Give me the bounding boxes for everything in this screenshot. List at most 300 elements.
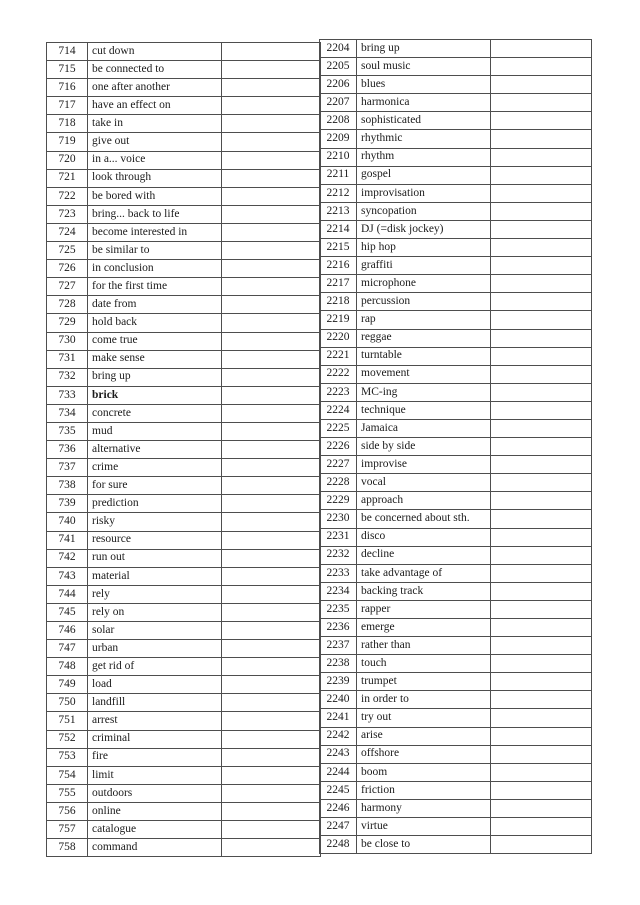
entry-answer-blank — [222, 802, 321, 820]
entry-answer-blank — [222, 332, 321, 350]
entry-number: 2214 — [320, 220, 357, 238]
entry-number: 727 — [47, 278, 88, 296]
entry-number: 2234 — [320, 582, 357, 600]
entry-term: boom — [357, 763, 491, 781]
table-row — [320, 709, 592, 727]
entry-answer-blank — [222, 712, 321, 730]
entry-answer-blank — [491, 239, 592, 257]
table-row — [47, 314, 321, 332]
table-row — [47, 422, 321, 440]
entry-number: 756 — [47, 802, 88, 820]
entry-answer-blank — [222, 260, 321, 278]
entry-answer-blank — [222, 495, 321, 513]
entry-answer-blank — [222, 585, 321, 603]
entry-term: command — [88, 839, 222, 857]
entry-term: movement — [357, 365, 491, 383]
table-row — [47, 404, 321, 422]
entry-answer-blank — [491, 184, 592, 202]
entry-term: rely — [88, 585, 222, 603]
entry-answer-blank — [222, 115, 321, 133]
entry-number: 738 — [47, 477, 88, 495]
vocab-table-left — [46, 42, 321, 857]
entry-number: 715 — [47, 61, 88, 79]
entry-term: harmony — [357, 799, 491, 817]
entry-number: 725 — [47, 242, 88, 260]
entry-term: trumpet — [357, 673, 491, 691]
table-row — [47, 223, 321, 241]
table-row — [47, 784, 321, 802]
entry-term: bring up — [357, 40, 491, 58]
entry-answer-blank — [491, 637, 592, 655]
entry-number: 2212 — [320, 184, 357, 202]
entry-number: 2215 — [320, 239, 357, 257]
entry-answer-blank — [222, 187, 321, 205]
entry-number: 2240 — [320, 691, 357, 709]
entry-term: syncopation — [357, 202, 491, 220]
table-row — [320, 836, 592, 854]
entry-number: 2207 — [320, 94, 357, 112]
entry-answer-blank — [491, 727, 592, 745]
table-row — [320, 347, 592, 365]
entry-term: get rid of — [88, 658, 222, 676]
entry-number: 2205 — [320, 58, 357, 76]
entry-term: disco — [357, 528, 491, 546]
entry-term: come true — [88, 332, 222, 350]
table-row — [47, 549, 321, 567]
entry-answer-blank — [222, 242, 321, 260]
entry-term: be close to — [357, 836, 491, 854]
entry-answer-blank — [222, 205, 321, 223]
entry-term: side by side — [357, 438, 491, 456]
entry-answer-blank — [491, 40, 592, 58]
entry-answer-blank — [222, 748, 321, 766]
table-row — [320, 727, 592, 745]
entry-number: 2226 — [320, 438, 357, 456]
table-row — [320, 745, 592, 763]
entry-term: rhythm — [357, 148, 491, 166]
table-row — [47, 43, 321, 61]
entry-term: look through — [88, 169, 222, 187]
entry-term: be similar to — [88, 242, 222, 260]
entry-answer-blank — [222, 821, 321, 839]
entry-answer-blank — [222, 133, 321, 151]
entry-term: catalogue — [88, 821, 222, 839]
entry-answer-blank — [222, 441, 321, 459]
table-row — [47, 115, 321, 133]
entry-term: improvise — [357, 456, 491, 474]
entry-answer-blank — [491, 148, 592, 166]
table-row — [320, 202, 592, 220]
entry-term: try out — [357, 709, 491, 727]
entry-answer-blank — [491, 58, 592, 76]
table-row — [47, 441, 321, 459]
entry-answer-blank — [491, 799, 592, 817]
entry-number: 724 — [47, 223, 88, 241]
table-row — [320, 438, 592, 456]
entry-term: friction — [357, 781, 491, 799]
entry-term: soul music — [357, 58, 491, 76]
entry-answer-blank — [491, 709, 592, 727]
entry-answer-blank — [491, 510, 592, 528]
entry-number: 2246 — [320, 799, 357, 817]
entry-number: 2222 — [320, 365, 357, 383]
entry-answer-blank — [491, 166, 592, 184]
entry-number: 746 — [47, 622, 88, 640]
entry-number: 753 — [47, 748, 88, 766]
entry-number: 2238 — [320, 655, 357, 673]
entry-number: 2242 — [320, 727, 357, 745]
entry-term: microphone — [357, 275, 491, 293]
entry-answer-blank — [491, 564, 592, 582]
entry-term: be connected to — [88, 61, 222, 79]
table-row — [320, 564, 592, 582]
entry-answer-blank — [222, 640, 321, 658]
entry-answer-blank — [222, 730, 321, 748]
table-row — [47, 676, 321, 694]
entry-term: material — [88, 567, 222, 585]
entry-number: 733 — [47, 386, 88, 404]
entry-number: 754 — [47, 766, 88, 784]
table-row — [47, 242, 321, 260]
entry-number: 714 — [47, 43, 88, 61]
table-row — [320, 58, 592, 76]
entry-number: 750 — [47, 694, 88, 712]
entry-answer-blank — [222, 839, 321, 857]
entry-term: cut down — [88, 43, 222, 61]
entry-number: 730 — [47, 332, 88, 350]
entry-answer-blank — [491, 311, 592, 329]
entry-term: blues — [357, 76, 491, 94]
entry-number: 2248 — [320, 836, 357, 854]
entry-answer-blank — [491, 600, 592, 618]
entry-answer-blank — [491, 293, 592, 311]
entry-term: solar — [88, 622, 222, 640]
entry-term: be concerned about sth. — [357, 510, 491, 528]
entry-number: 2230 — [320, 510, 357, 528]
entry-term: limit — [88, 766, 222, 784]
table-row — [320, 40, 592, 58]
entry-term: take in — [88, 115, 222, 133]
entry-number: 747 — [47, 640, 88, 658]
entry-answer-blank — [491, 94, 592, 112]
entry-term: technique — [357, 401, 491, 419]
entry-term: become interested in — [88, 223, 222, 241]
vocab-table-right-body — [320, 40, 592, 854]
entry-number: 2244 — [320, 763, 357, 781]
entry-number: 723 — [47, 205, 88, 223]
entry-term: backing track — [357, 582, 491, 600]
table-row — [320, 148, 592, 166]
table-row — [47, 459, 321, 477]
table-row — [320, 257, 592, 275]
entry-number: 2232 — [320, 546, 357, 564]
entry-answer-blank — [491, 220, 592, 238]
table-row — [320, 365, 592, 383]
entry-number: 755 — [47, 784, 88, 802]
table-row — [47, 766, 321, 784]
entry-number: 743 — [47, 567, 88, 585]
entry-number: 744 — [47, 585, 88, 603]
table-row — [320, 510, 592, 528]
table-row — [47, 694, 321, 712]
entry-answer-blank — [491, 202, 592, 220]
table-row — [320, 781, 592, 799]
entry-answer-blank — [222, 61, 321, 79]
entry-number: 2208 — [320, 112, 357, 130]
entry-answer-blank — [491, 673, 592, 691]
entry-number: 2204 — [320, 40, 357, 58]
table-row — [47, 386, 321, 404]
table-row — [47, 61, 321, 79]
entry-term: prediction — [88, 495, 222, 513]
entry-answer-blank — [222, 368, 321, 386]
entry-term: decline — [357, 546, 491, 564]
entry-answer-blank — [222, 549, 321, 567]
entry-term: be bored with — [88, 187, 222, 205]
entry-term: bring up — [88, 368, 222, 386]
entry-answer-blank — [222, 350, 321, 368]
entry-answer-blank — [491, 474, 592, 492]
entry-term: gospel — [357, 166, 491, 184]
entry-number: 2236 — [320, 619, 357, 637]
entry-answer-blank — [222, 658, 321, 676]
entry-number: 2223 — [320, 383, 357, 401]
table-row — [320, 582, 592, 600]
table-row — [320, 329, 592, 347]
entry-term: MC-ing — [357, 383, 491, 401]
entry-term: rhythmic — [357, 130, 491, 148]
entry-number: 716 — [47, 79, 88, 97]
entry-answer-blank — [491, 419, 592, 437]
entry-number: 2209 — [320, 130, 357, 148]
entry-answer-blank — [222, 169, 321, 187]
entry-number: 732 — [47, 368, 88, 386]
entry-term: rely on — [88, 603, 222, 621]
entry-answer-blank — [491, 365, 592, 383]
table-row — [320, 130, 592, 148]
table-row — [47, 79, 321, 97]
table-row — [320, 275, 592, 293]
vocab-table-left-body — [47, 43, 321, 857]
entry-term: load — [88, 676, 222, 694]
entry-term: in order to — [357, 691, 491, 709]
entry-term: in conclusion — [88, 260, 222, 278]
entry-answer-blank — [491, 401, 592, 419]
entry-term: harmonica — [357, 94, 491, 112]
entry-number: 741 — [47, 531, 88, 549]
entry-answer-blank — [222, 97, 321, 115]
entry-term: mud — [88, 422, 222, 440]
entry-number: 718 — [47, 115, 88, 133]
table-row — [47, 97, 321, 115]
entry-number: 2243 — [320, 745, 357, 763]
entry-number: 2237 — [320, 637, 357, 655]
table-row — [47, 495, 321, 513]
entry-term: criminal — [88, 730, 222, 748]
entry-term: make sense — [88, 350, 222, 368]
entry-term: give out — [88, 133, 222, 151]
entry-answer-blank — [491, 76, 592, 94]
table-row — [320, 691, 592, 709]
entry-term: vocal — [357, 474, 491, 492]
entry-term: for sure — [88, 477, 222, 495]
table-row — [320, 383, 592, 401]
entry-term: rapper — [357, 600, 491, 618]
entry-number: 2229 — [320, 492, 357, 510]
entry-number: 721 — [47, 169, 88, 187]
table-row — [320, 763, 592, 781]
entry-number: 2220 — [320, 329, 357, 347]
entry-number: 740 — [47, 513, 88, 531]
table-row — [47, 603, 321, 621]
entry-term: alternative — [88, 441, 222, 459]
table-row — [320, 673, 592, 691]
entry-answer-blank — [491, 691, 592, 709]
table-row — [47, 802, 321, 820]
table-row — [47, 187, 321, 205]
entry-answer-blank — [222, 694, 321, 712]
entry-term: date from — [88, 296, 222, 314]
entry-term: percussion — [357, 293, 491, 311]
table-row — [47, 748, 321, 766]
entry-term: touch — [357, 655, 491, 673]
entry-answer-blank — [491, 582, 592, 600]
entry-answer-blank — [491, 275, 592, 293]
entry-term: resource — [88, 531, 222, 549]
entry-number: 2233 — [320, 564, 357, 582]
entry-term: fire — [88, 748, 222, 766]
entry-term: emerge — [357, 619, 491, 637]
entry-number: 758 — [47, 839, 88, 857]
table-row — [47, 477, 321, 495]
entry-answer-blank — [222, 784, 321, 802]
entry-number: 2239 — [320, 673, 357, 691]
entry-answer-blank — [491, 836, 592, 854]
entry-term: take advantage of — [357, 564, 491, 582]
entry-answer-blank — [491, 456, 592, 474]
entry-term: Jamaica — [357, 419, 491, 437]
table-row — [320, 419, 592, 437]
entry-number: 735 — [47, 422, 88, 440]
entry-number: 729 — [47, 314, 88, 332]
table-row — [320, 311, 592, 329]
entry-number: 2217 — [320, 275, 357, 293]
table-row — [47, 513, 321, 531]
entry-answer-blank — [491, 745, 592, 763]
entry-answer-blank — [222, 422, 321, 440]
entry-answer-blank — [491, 655, 592, 673]
table-row — [47, 839, 321, 857]
table-row — [47, 133, 321, 151]
entry-answer-blank — [491, 619, 592, 637]
entry-term: rap — [357, 311, 491, 329]
table-row — [320, 456, 592, 474]
entry-term: hip hop — [357, 239, 491, 257]
entry-answer-blank — [222, 603, 321, 621]
entry-term: online — [88, 802, 222, 820]
table-row — [320, 637, 592, 655]
table-row — [47, 640, 321, 658]
entry-term: arrest — [88, 712, 222, 730]
entry-number: 717 — [47, 97, 88, 115]
table-row — [47, 658, 321, 676]
table-row — [47, 332, 321, 350]
table-row — [47, 205, 321, 223]
entry-answer-blank — [491, 329, 592, 347]
table-row — [320, 76, 592, 94]
entry-number: 751 — [47, 712, 88, 730]
entry-answer-blank — [222, 766, 321, 784]
table-row — [47, 567, 321, 585]
entry-number: 734 — [47, 404, 88, 422]
entry-term: improvisation — [357, 184, 491, 202]
entry-term: approach — [357, 492, 491, 510]
entry-answer-blank — [222, 151, 321, 169]
entry-answer-blank — [222, 43, 321, 61]
entry-answer-blank — [491, 130, 592, 148]
entry-answer-blank — [491, 781, 592, 799]
table-row — [320, 293, 592, 311]
entry-term: risky — [88, 513, 222, 531]
entry-answer-blank — [491, 492, 592, 510]
entry-answer-blank — [222, 386, 321, 404]
entry-answer-blank — [491, 383, 592, 401]
entry-answer-blank — [222, 622, 321, 640]
entry-number: 736 — [47, 441, 88, 459]
entry-term: urban — [88, 640, 222, 658]
entry-number: 2210 — [320, 148, 357, 166]
entry-term: hold back — [88, 314, 222, 332]
table-row — [320, 220, 592, 238]
entry-term: virtue — [357, 818, 491, 836]
entry-answer-blank — [222, 314, 321, 332]
entry-number: 2224 — [320, 401, 357, 419]
entry-term: graffiti — [357, 257, 491, 275]
entry-answer-blank — [222, 477, 321, 495]
table-row — [320, 112, 592, 130]
table-row — [47, 821, 321, 839]
table-row — [47, 368, 321, 386]
entry-answer-blank — [491, 347, 592, 365]
entry-number: 2211 — [320, 166, 357, 184]
entry-number: 2216 — [320, 257, 357, 275]
table-row — [320, 492, 592, 510]
entry-number: 2219 — [320, 311, 357, 329]
entry-number: 2227 — [320, 456, 357, 474]
table-row — [320, 401, 592, 419]
table-row — [320, 528, 592, 546]
entry-number: 728 — [47, 296, 88, 314]
entry-number: 757 — [47, 821, 88, 839]
entry-answer-blank — [222, 676, 321, 694]
table-row — [47, 585, 321, 603]
entry-answer-blank — [222, 531, 321, 549]
entry-answer-blank — [222, 278, 321, 296]
entry-number: 2241 — [320, 709, 357, 727]
entry-number: 752 — [47, 730, 88, 748]
entry-number: 726 — [47, 260, 88, 278]
entry-term: have an effect on — [88, 97, 222, 115]
table-row — [320, 799, 592, 817]
entry-number: 719 — [47, 133, 88, 151]
entry-term: run out — [88, 549, 222, 567]
table-row — [320, 818, 592, 836]
entry-number: 2228 — [320, 474, 357, 492]
entry-number: 748 — [47, 658, 88, 676]
entry-number: 2206 — [320, 76, 357, 94]
table-row — [320, 474, 592, 492]
entry-term: in a... voice — [88, 151, 222, 169]
